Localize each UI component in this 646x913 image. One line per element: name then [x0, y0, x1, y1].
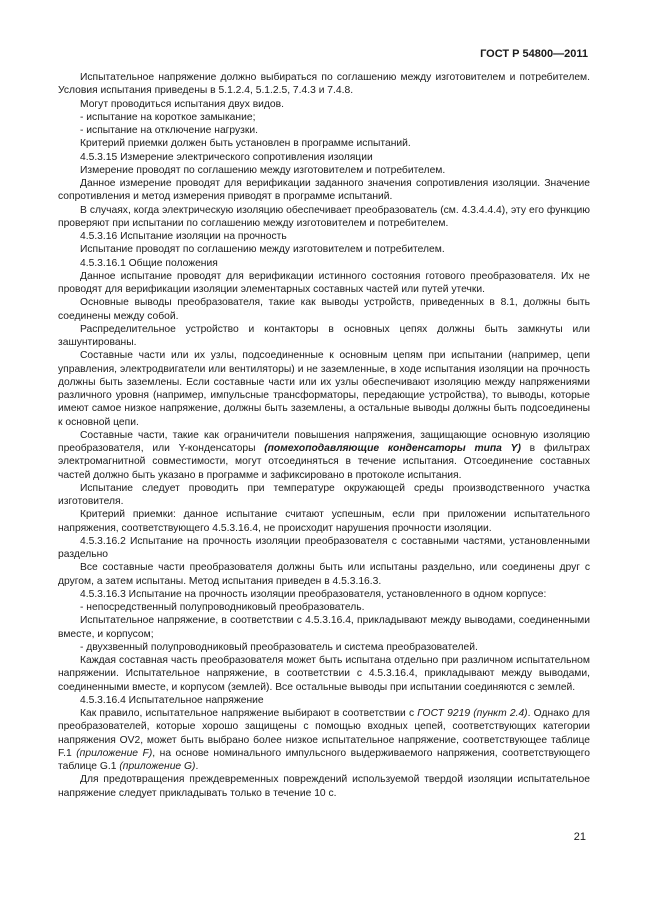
page-number: 21 [573, 831, 586, 843]
section-heading: 4.5.3.15 Измерение электрического сопротивления изоляции [80, 151, 373, 163]
paragraph: Измерение проводят по соглашению между изготовителем и потребителем. [80, 164, 446, 176]
paragraph: Все составные части преобразователя должны быть или испытаны раздельно, или соединены друг с другом, а затем испытаны. Метод испытания приведен в 4.5.3.16.3. [58, 562, 590, 587]
list-item: - испытание на короткое замыкание; [80, 111, 256, 123]
paragraph: Данное испытание проводят для верификации истинного состояния готового преобразователя. Их не проводят для верификации изоляции элементарных составных частей или путей утечки. [58, 270, 590, 295]
paragraph: Основные выводы преобразователя, такие как выводы устройств, приведенных в 8.1, должны быть соединены между собой. [58, 297, 590, 322]
text-run: . [195, 761, 199, 772]
section-heading: 4.5.3.16.1 Общие положения [80, 257, 218, 269]
text-run: Составные части, такие как ограничители повышения напряжения, защищающие основную изоляцию преобразователя, или Y-конденсаторы [58, 429, 590, 454]
appendix-reference: (приложение G) [119, 761, 196, 772]
paragraph: Для предотвращения преждевременных повреждений используемой твердой изоляции испытательное напряжение следует прикладывать только в течение 10 с. [58, 774, 590, 799]
paragraph: Испытательное напряжение, в соответствии с 4.5.3.16.4, прикладывают между выводами, соединенными вместе, и корпусом; [58, 615, 590, 640]
list-item: - испытание на отключение нагрузки. [80, 125, 259, 136]
paragraph: Составные части или их узлы, подсоединенные к основным цепям при испытании (например, цепи управления, электродвигатели или вентиляторы) и не заземленные, в ходе испытания изоляции на прочность должны быть заземлены. Если составные части или их узлы обеспечивают изоляцию между напряжениями различного уровня (например, импульсные трансформаторы, передающие устройства), то выводы, которые имеют самое низкое напряжение, должны быть заземлены, а остальные выводы должны быть подсоединены к основной цепи. [58, 350, 590, 428]
paragraph: Могут проводиться испытания двух видов. [80, 98, 284, 110]
paragraph: Испытание проводят по соглашению между изготовителем и потребителем. [80, 244, 445, 256]
text-run: Как правило, испытательное напряжение выбирают в соответствии с [80, 708, 418, 719]
paragraph: Критерий приемки должен быть установлен в программе испытаний. [80, 138, 411, 150]
document-body [58, 71, 590, 800]
paragraph: Критерий приемки: данное испытание считают успешным, если при приложении испытательного напряжения, соответствующего 4.5.3.16.4, не происходит нарушения прочности изоляции. [58, 509, 590, 534]
list-item: - двухзвенный полупроводниковый преобразователь и система преобразователей. [80, 641, 478, 653]
text-run: , на основе номинального импульсного выдерживаемого напряжения, соответствующего таблице G.1 [58, 747, 590, 772]
section-heading: 4.5.3.16 Испытание изоляции на прочность [80, 231, 287, 242]
text-run: . Однако для преобразователей, которые хорошо защищены с помощью входных цепей, соответствующих категории напряжения OV2, может быть выбрано более низкое испытательное напряжение, соответствующее таблице F.1 [58, 708, 590, 759]
paragraph-capacitors [58, 429, 590, 482]
paragraph: Каждая составная часть преобразователя может быть испытана отдельно при различном испытательном напряжении. Испытательное напряжение, в соответствии с 4.5.3.16.4, прикладывают между выводами, соединенными вместе, и корпусом (землей). Все остальные выводы при испытании соединяются с землей. [58, 655, 590, 693]
list-item: - непосредственный полупроводниковый преобразователь. [80, 602, 365, 613]
paragraph: Испытание следует проводить при температуре окружающей среды производственного участка изготовителя. [58, 482, 590, 507]
paragraph: Испытательное напряжение должно выбираться по соглашению между изготовителем и потребителем. Условия испытания приведены в 5.1.2.4, 5.1.2.5, 7.4.3 и 7.4.8. [58, 72, 590, 97]
emphasis-text: (помехоподавляющие конденсаторы типа Y) [264, 443, 521, 454]
section-heading: 4.5.3.16.4 Испытательное напряжение [80, 694, 264, 706]
standard-reference: ГОСТ 9219 (пункт 2.4) [417, 708, 528, 719]
document-header: ГОСТ Р 54800—2011 [480, 48, 588, 60]
text-run: в фильтрах электромагнитной совместимости, могут отсоединяться в течение испытания. Отсоединение составных частей должно быть указано в программе и зафиксировано в протоколе испытания. [58, 443, 590, 481]
paragraph: В случаях, когда электрическую изоляцию обеспечивает преобразователь (см. 4.3.4.4.4), эту его функцию проверяют при испытании по соглашению между изготовителем и потребителем. [58, 204, 590, 229]
paragraph: Распределительное устройство и контакторы в основных цепях должны быть замкнуты или зашунтированы. [58, 323, 590, 348]
section-heading: 4.5.3.16.2 Испытание на прочность изоляции преобразователя с составными частями, установленными раздельно [58, 535, 590, 560]
paragraph-test-voltage [58, 707, 590, 773]
paragraph: Данное измерение проводят для верификации заданного значения сопротивления изоляции. Значение сопротивления и метод измерения приводят в программе испытаний. [58, 178, 590, 203]
appendix-reference: (приложение F) [76, 747, 153, 759]
section-heading: 4.5.3.16.3 Испытание на прочность изоляции преобразователя, установленного в одном корпусе: [80, 588, 547, 600]
